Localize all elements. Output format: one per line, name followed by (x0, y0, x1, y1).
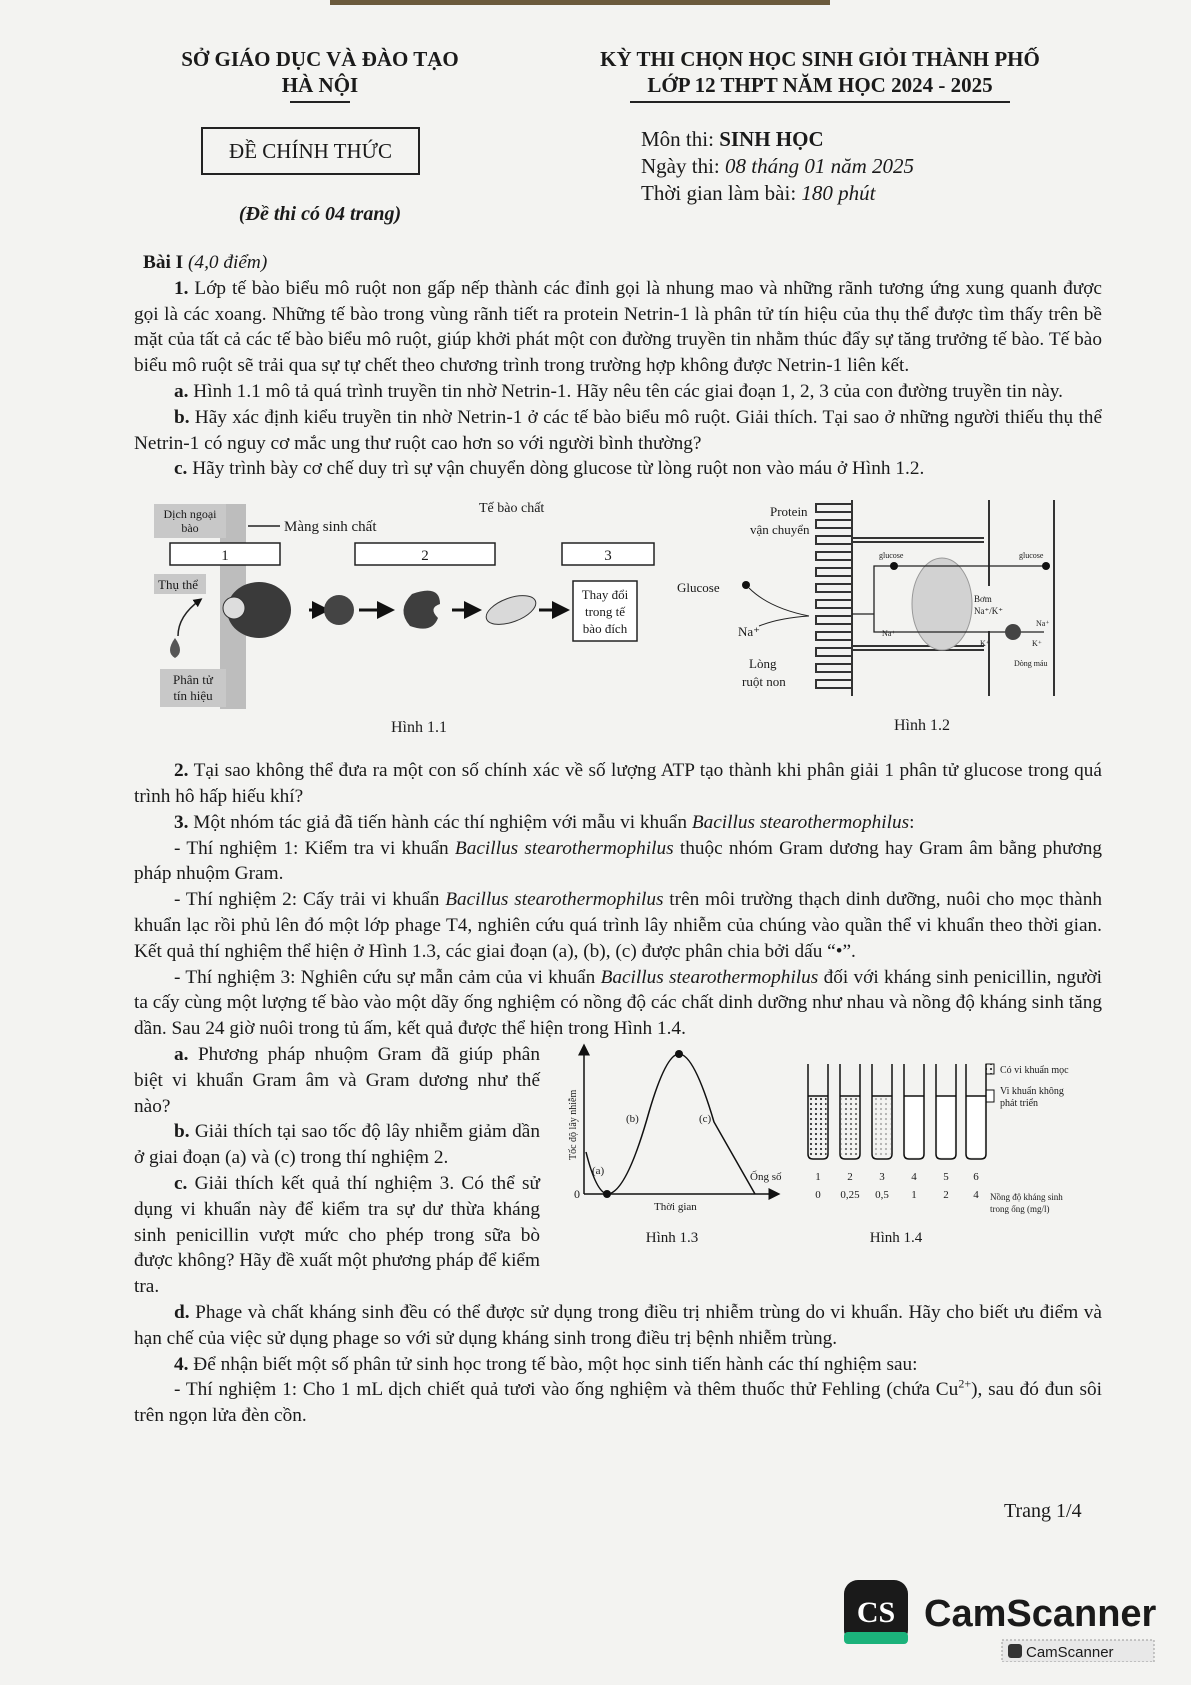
phase-label: (b) (626, 1112, 639, 1125)
exam-info (641, 126, 914, 207)
label-lumen: ruột non (742, 674, 786, 690)
department-name: SỞ GIÁO DỤC VÀ ĐÀO TẠO (181, 47, 459, 71)
question-text: Một nhóm tác giả đã tiến hành các thí nghiệm với mẫu vi khuẩn (188, 811, 692, 833)
tube-culture (906, 1096, 923, 1157)
legend-nogrowth-swatch (986, 1090, 994, 1102)
tube-concentration: 0,5 (875, 1188, 889, 1201)
question-1a (134, 379, 1102, 405)
tube-number: 2 (847, 1170, 853, 1183)
experiment-1 (134, 836, 1102, 888)
part-label: b. (174, 406, 190, 428)
figures-1-3-and-1-4 (554, 1042, 1102, 1276)
time-label: Thời gian làm bài: (641, 181, 802, 205)
question-text: thuộc nhóm Gram dương hay Gram âm bằng phương pháp nhuộm Gram. (134, 837, 1102, 885)
experiment-2 (134, 887, 1102, 964)
label-transport-protein: Protein (770, 504, 808, 520)
species-name: Bacillus stearothermophilus (691, 811, 910, 833)
kinase-shape (403, 591, 440, 629)
part-label: a. (174, 380, 189, 402)
question-text: Giải thích kết quả thí nghiệm 3. Có thể sử dụng vi khuẩn này để kiểm tra sự dư thừa kháng sinh penicillin vượt mức cho phép trong sữa bò được không? Hãy đề xuất một phương pháp để kiểm tra. (134, 1172, 540, 1298)
question-4-experiment-1 (134, 1377, 1102, 1429)
phase-marker (675, 1050, 683, 1058)
figure-caption: Hình 1.3 (645, 1229, 699, 1246)
label-glucose: Glucose (677, 580, 720, 596)
question-text: đối với kháng sinh penicillin, người ta cấy cùng một lượng tế bào vào một dãy ống nghiệm có nồng độ các chất dinh dưỡng như nhau và nồng độ kháng sinh tăng dần. Sau 24 giờ nuôi trong tủ ấm, kết quả được thể hiện trong Hình 1.4. (134, 966, 1103, 1040)
question-number: 1. (174, 277, 189, 299)
tube-concentration: 4 (973, 1188, 979, 1201)
effector-shape (482, 590, 539, 630)
question-text: - Thí nghiệm 2: Cấy trải vi khuẩn (174, 889, 446, 911)
question-3 (134, 810, 1102, 836)
divider (630, 101, 1010, 103)
species-name: Bacillus stearothermophilus (445, 889, 664, 911)
label-pump: Na⁺/K⁺ (974, 606, 1003, 617)
tube-concentration: 1 (911, 1188, 917, 1201)
question-text: Hình 1.1 mô tả quá trình truyền tin nhờ Netrin-1. Hãy nêu tên các giai đoạn 1, 2, 3 của con đường truyền tin này. (188, 380, 1064, 402)
section-points: (4,0 điểm) (188, 252, 268, 273)
stage-number: 2 (421, 548, 429, 565)
tube-culture (842, 1096, 859, 1157)
question-4 (134, 1352, 1102, 1378)
camscanner-watermark (844, 1580, 1156, 1662)
logo-text: CS (856, 1596, 896, 1629)
x-axis-label: Thời gian (654, 1200, 697, 1213)
exam-header (560, 46, 1080, 103)
legend-nogrowth: phát triển (1000, 1097, 1039, 1109)
brand-text: CamScanner (924, 1593, 1156, 1635)
exam-year: LỚP 12 THPT NĂM HỌC 2024 - 2025 (647, 73, 993, 97)
legend-growth-swatch (986, 1064, 994, 1074)
experiment-3 (134, 965, 1102, 1042)
phase-label: (c) (699, 1112, 712, 1125)
tube-culture (938, 1096, 955, 1157)
tube-label: Ống số (750, 1170, 782, 1183)
signal-molecule (170, 638, 180, 658)
tube-number: 1 (815, 1170, 821, 1183)
tube-culture (874, 1096, 891, 1157)
section-title: Bài I (143, 252, 184, 273)
question-text: Hãy xác định kiểu truyền tin nhờ Netrin-1 ở các tế bào biểu mô ruột. Giải thích. Tại sao ở những người thiếu thụ thể Netrin-1 có nguy cơ mắc ung thư ruột cao hơn so với người bình thường? (134, 406, 1102, 454)
question-text: Lớp tế bào biểu mô ruột non gấp nếp thành các đỉnh gọi là nhung mao và những rãnh tương ứng xung quanh được gọi là các xoang. Những tế bào trong vùng rãnh tiết ra protein Netrin-1 là phân tử tín hiệu của thụ thể được tìm thấy trên bề mặt của tất cả các tế bào biểu mô ruột, giúp khởi phát một con đường truyền tin nhằm thúc đẩy sự tăng trưởng tế bào. Tế bào biểu mô ruột sẽ trải qua sự tự chết theo chương trình trong trường hợp không được Netrin-1 liên kết. (134, 277, 1102, 377)
label-signal: tín hiệu (173, 688, 213, 704)
question-text: trên môi trường thạch dinh dưỡng, nuôi cho mọc thành khuẩn lạc rồi phủ lên đó một lớp phage T4, nghiên cứu quá trình lây nhiễm của chúng vào quần thể vi khuẩn theo thời gian. Kết quả thí nghiệm thể hiện ở Hình 1.3, các giai đoạn (a), (b), (c) được phân chia bởi dấu “•”. (134, 889, 1103, 962)
department-header (150, 46, 490, 103)
question-text: - Thí nghiệm 1: Kiểm tra vi khuẩn (174, 837, 455, 859)
species-name: Bacillus stearothermophilus (600, 966, 819, 988)
question-text: Giải thích tại sao tốc độ lây nhiễm giảm dần ở giai đoạn (a) và (c) trong thí nghiệm 2. (134, 1121, 540, 1169)
tube-culture (810, 1096, 827, 1157)
figure-1-2 (677, 500, 1054, 734)
label-lumen: Lòng (749, 656, 777, 672)
question-text: Hãy trình bày cơ chế duy trì sự vận chuyển dòng glucose từ lòng ruột non vào máu ở Hình 1.2. (187, 458, 925, 480)
tube-number: 6 (973, 1170, 979, 1183)
response-text: bào đích (582, 621, 628, 637)
label-cytoplasm: Tế bào chất (479, 501, 545, 517)
department-city: HÀ NỘI (281, 73, 359, 97)
na-k-pump (1005, 624, 1021, 640)
nucleus (912, 558, 972, 650)
stage-number: 1 (221, 548, 229, 565)
axis-origin: 0 (574, 1186, 580, 1201)
question-2 (134, 758, 1102, 810)
microvilli (816, 500, 852, 696)
figure-caption: Hình 1.1 (391, 719, 447, 737)
official-exam-badge: ĐỀ CHÍNH THỨC (201, 127, 420, 175)
concentration-label: Nồng độ kháng sinh (990, 1191, 1063, 1202)
part-label: d. (174, 1301, 190, 1323)
figures-1-1-and-1-2 (134, 486, 1102, 750)
tube-number: 4 (911, 1170, 917, 1183)
question-text: Phương pháp nhuộm Gram đã giúp phân biệt vi khuẩn Gram âm và Gram dương như thế nào? (134, 1043, 540, 1117)
label-na-small: Na⁺ (1036, 619, 1050, 629)
tube-concentration: 2 (943, 1188, 949, 1201)
brand-text-small: CamScanner (1026, 1644, 1114, 1661)
stage-number: 3 (604, 548, 612, 565)
superscript: 2+ (958, 1376, 972, 1391)
question-text: ), sau đó đun sôi trên ngọn lửa đèn cồn. (134, 1379, 1102, 1427)
exam-date: 08 tháng 01 năm 2025 (725, 154, 914, 178)
y-axis-label: Tốc độ lây nhiễm (568, 1089, 579, 1160)
question-text: Tại sao không thể đưa ra một con số chính xác về số lượng ATP tạo thành khi phân giải 1 phân tử glucose trong quá trình hô hấp hiếu khí? (134, 760, 1102, 807)
label-pump: Bơm (974, 594, 992, 605)
phase-label: (a) (592, 1164, 605, 1177)
question-3d (134, 1300, 1102, 1352)
phase-marker (603, 1190, 611, 1198)
tube-culture (968, 1096, 985, 1157)
legend-nogrowth: Vi khuẩn không (1000, 1085, 1064, 1097)
subject-label: Môn thi: (641, 127, 720, 151)
question-text: - Thí nghiệm 3: Nghiên cứu sự mẫn cảm của vi khuẩn (174, 966, 601, 988)
question-text: Phage và chất kháng sinh đều có thể được sử dụng trong điều trị nhiễm trùng do vi khuẩn. Hãy cho biết ưu điểm và hạn chế của việc sử dụng phage so với sử dụng kháng sinh trong điều trị bệnh nhiễm trùng. (134, 1301, 1102, 1349)
label-glucose-small: glucose (879, 551, 904, 561)
question-1c (134, 456, 1102, 482)
tube-number: 5 (943, 1170, 949, 1183)
subject: SINH HỌC (719, 127, 824, 151)
exam-body (134, 250, 1102, 1429)
label-receptor: Thụ thể (158, 577, 199, 593)
label-blood: Dòng máu (1014, 659, 1048, 669)
infection-rate-curve (586, 1054, 755, 1194)
legend-growth: Có vi khuẩn mọc (1000, 1064, 1069, 1076)
pages-note: (Đề thi có 04 trang) (238, 203, 402, 225)
label-extracellular: bào (181, 521, 199, 536)
figure-caption: Hình 1.2 (894, 717, 950, 735)
label-na-small: Na⁺ (882, 629, 896, 639)
label-signal: Phân tử (173, 672, 213, 688)
label-sodium: Na⁺ (738, 624, 761, 640)
scan-edge (330, 0, 830, 5)
part-label: a. (174, 1043, 189, 1065)
question-number: 2. (174, 760, 189, 782)
exam-duration: 180 phút (801, 181, 876, 205)
relay-molecule (324, 595, 354, 625)
tube-number: 3 (879, 1170, 885, 1183)
label-k-small: K⁺ (980, 639, 990, 649)
question-1 (134, 276, 1102, 379)
response-text: Thay đổi (581, 587, 629, 603)
concentration-label: trong ống (mg/l) (990, 1203, 1050, 1214)
figure-1-1 (154, 501, 654, 736)
part-label: b. (174, 1121, 190, 1143)
label-k-small: K⁺ (1032, 639, 1042, 649)
figure-1-3 (568, 1048, 776, 1246)
question-text: Để nhận biết một số phân tử sinh học trong tế bào, một học sinh tiến hành các thí nghiệm sau: (188, 1353, 918, 1375)
part-label: c. (174, 458, 188, 480)
question-text: - Thí nghiệm 1: Cho 1 mL dịch chiết quả tươi vào ống nghiệm và thêm thuốc thử Fehling (chứa Cu (174, 1379, 959, 1401)
tube-concentration: 0 (815, 1188, 821, 1201)
question-number: 4. (174, 1353, 189, 1375)
figure-caption: Hình 1.4 (869, 1229, 923, 1246)
exam-title: KỲ THI CHỌN HỌC SINH GIỎI THÀNH PHỐ (600, 47, 1040, 71)
question-1b (134, 405, 1102, 457)
part-label: c. (174, 1172, 188, 1194)
divider (290, 101, 350, 103)
label-transport-protein: vận chuyển (750, 522, 810, 538)
tube-concentration: 0,25 (840, 1188, 860, 1201)
figure-1-4 (750, 1064, 1069, 1246)
label-extracellular: Dịch ngoại (163, 507, 217, 522)
page-number: Trang 1/4 (1004, 1500, 1082, 1522)
question-number: 3. (174, 811, 189, 833)
response-text: trong tế (584, 604, 626, 620)
date-label: Ngày thi: (641, 154, 725, 178)
label-membrane: Màng sinh chất (284, 519, 377, 536)
question-text: : (909, 811, 915, 833)
species-name: Bacillus stearothermophilus (454, 837, 674, 859)
label-glucose-small: glucose (1019, 551, 1044, 561)
